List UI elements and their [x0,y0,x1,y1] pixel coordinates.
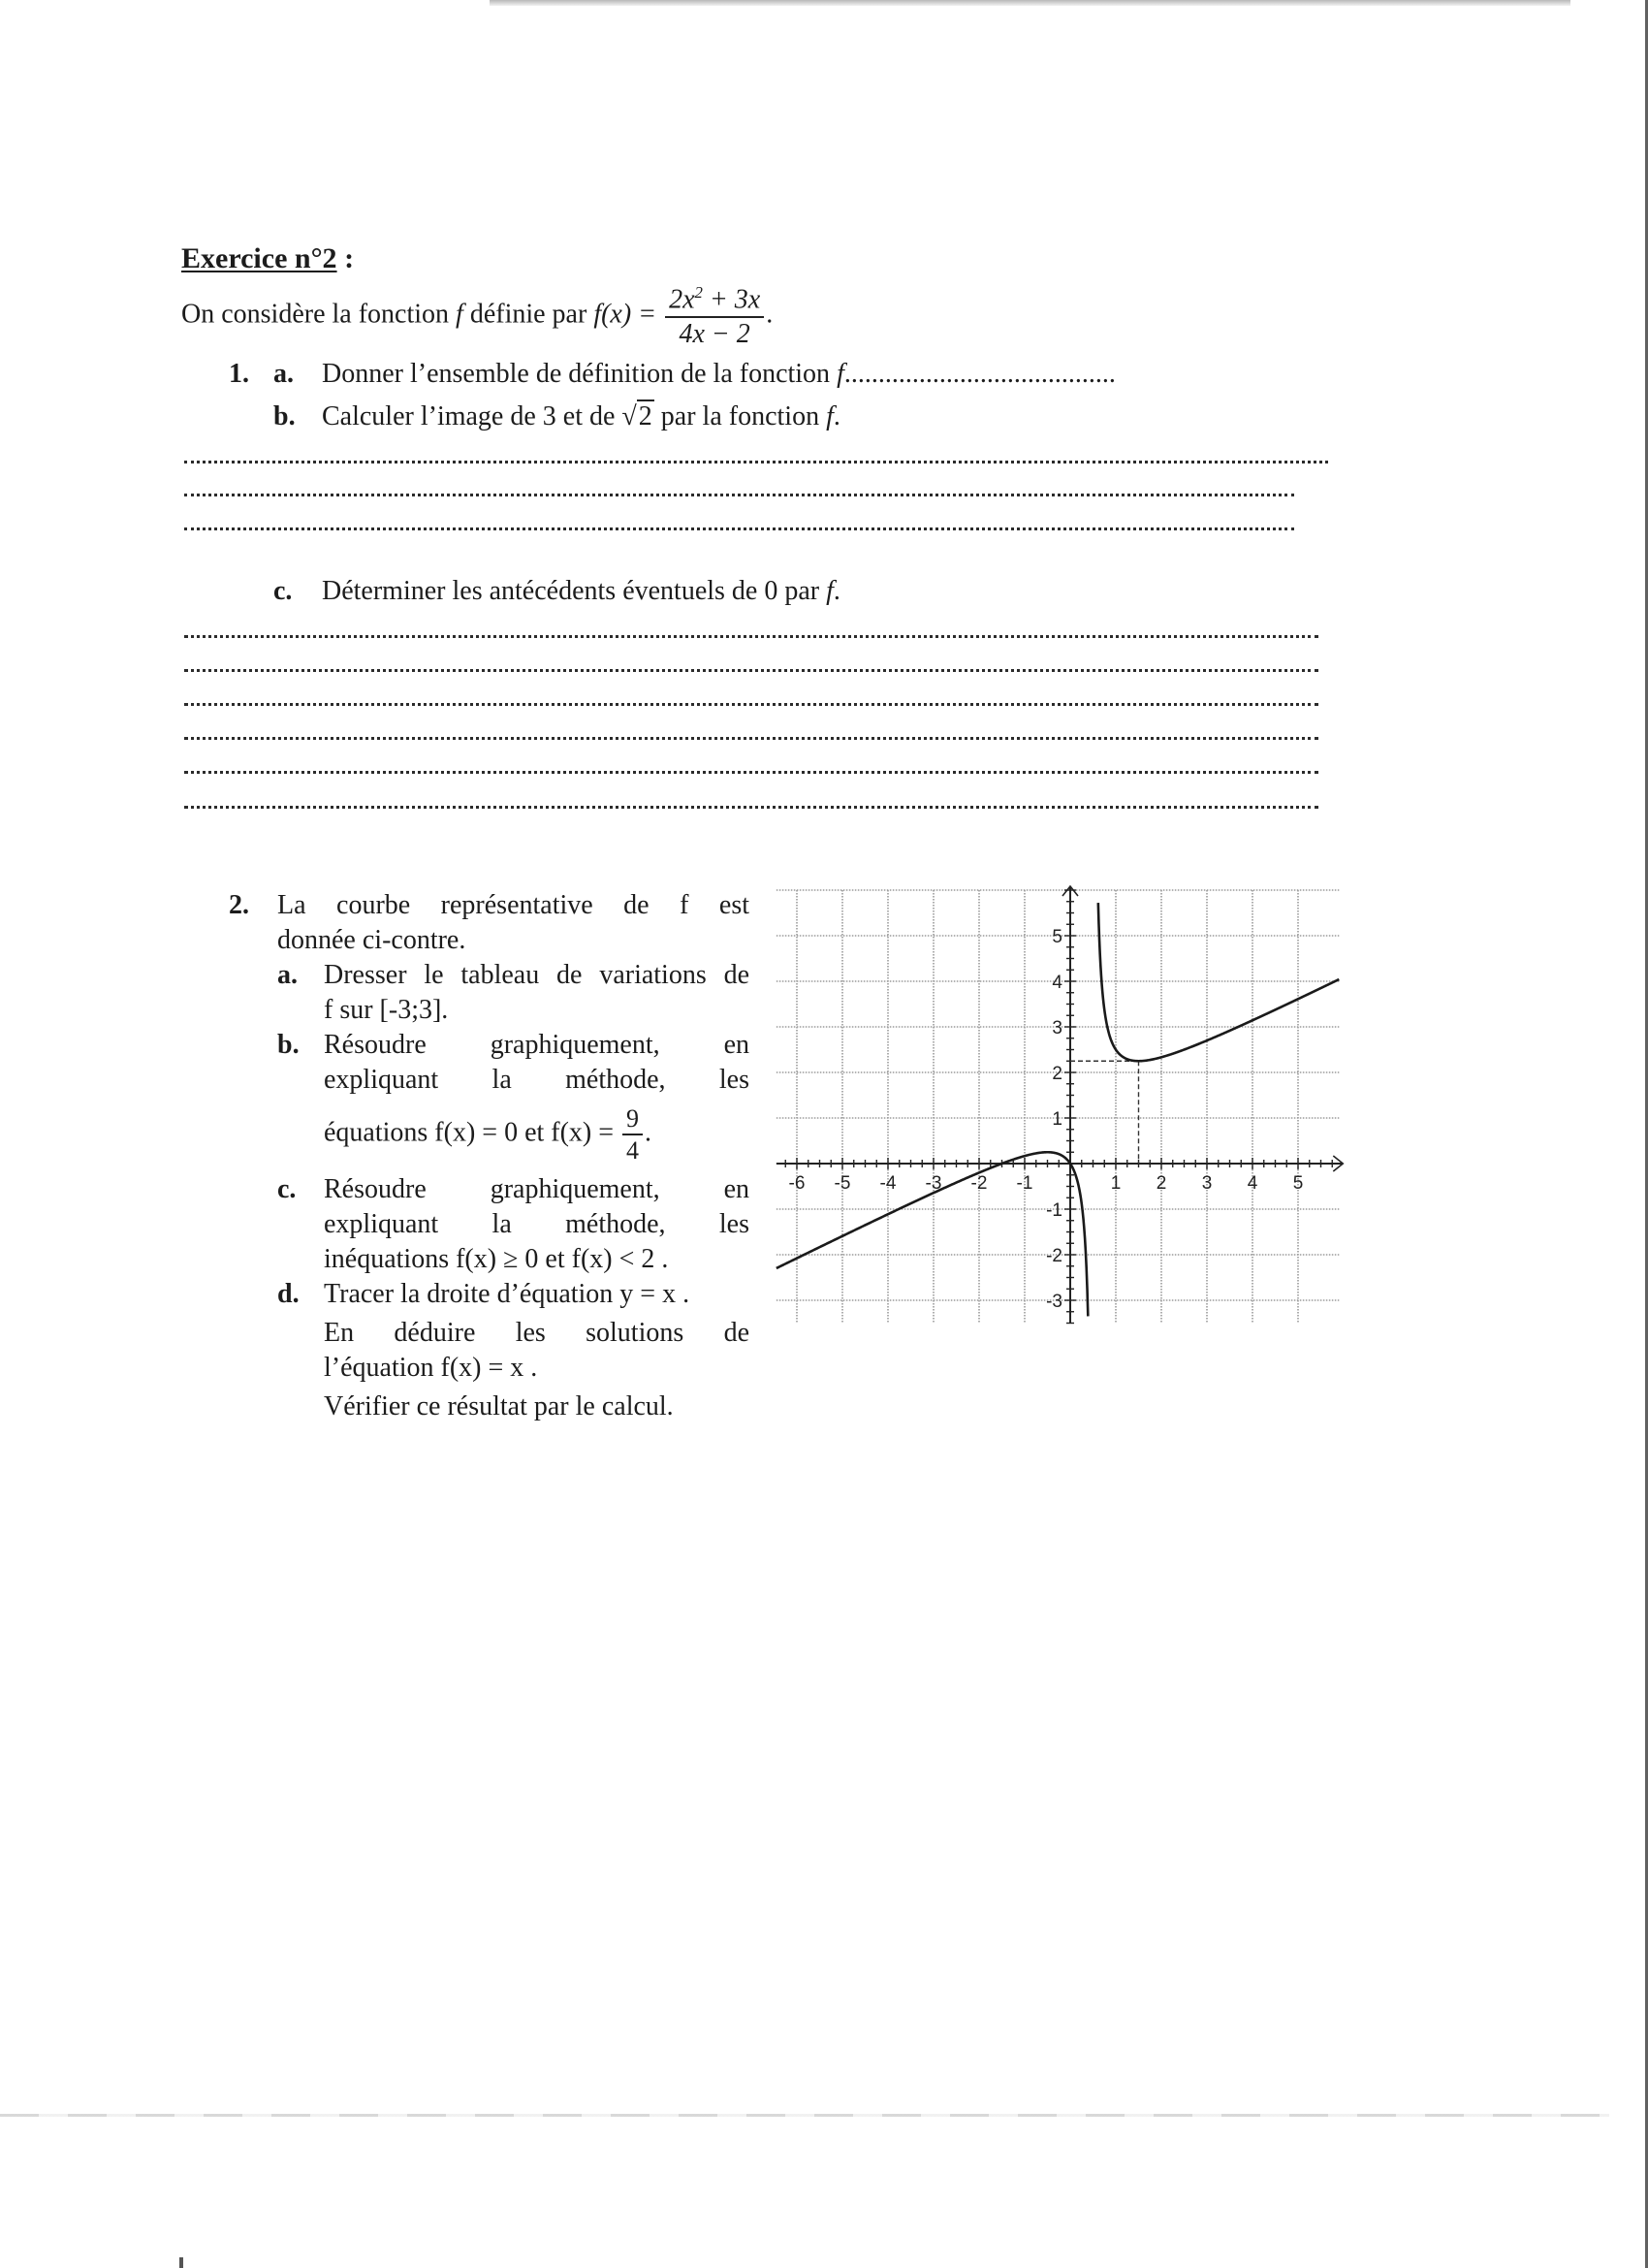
exercise-title [181,242,354,275]
intro-prefix: On considère la fonction [181,299,457,330]
x-tick-label: 1 [1110,1173,1122,1194]
y-tick-label: -1 [1046,1200,1062,1221]
part1-c-label: c. [273,576,293,606]
part1-b-text: Calculer l’image de 3 et de [322,401,622,431]
part1-b-end: . [833,401,840,431]
exercise-title-text: Exercice n°2 [181,242,337,274]
fraction-denominator: 4 [626,1136,640,1166]
sqrt-argument: 2 [638,401,652,431]
x-tick-label: -6 [788,1173,806,1194]
formula-lhs: f(x) = [593,299,664,330]
part1-number: 1. [229,359,249,389]
answer-line[interactable] [184,494,1294,496]
part2-a-line1: Dresser le tableau de variations de [324,960,749,990]
sqrt-symbol: √2 [621,401,652,431]
y-tick-label: -2 [1046,1246,1062,1266]
part1-b-label: b. [273,401,296,431]
formula-num-a: 2x [669,284,695,315]
part2-number: 2. [229,890,249,920]
intro-mid: définie par [462,299,594,330]
formula-fraction [665,284,764,348]
part2-c-line1: Résoudre graphiquement, en [324,1173,749,1204]
formula-numerator [665,284,764,318]
part2-block [229,888,749,1424]
x-tick-label: 5 [1292,1173,1304,1194]
part2-b-equations: équations f(x) = 0 et f(x) = [324,1117,621,1148]
part1-b-f: f [826,401,834,431]
x-tick-label: -5 [834,1173,851,1194]
formula-num-exp: 2 [694,283,703,302]
part1-b [273,401,840,432]
x-tick-label: -3 [925,1173,942,1194]
part2-intro-line1: La courbe représentative de f est [277,890,749,920]
y-tick-label: 3 [1052,1018,1062,1038]
part2-c [277,1172,749,1277]
part1-a-f: f [837,359,844,389]
part2-d-line2: En déduire les solutions de [324,1317,749,1348]
exercise-title-colon: : [336,242,355,274]
part2-d-line1: Tracer la droite d’équation y = x . [324,1278,690,1309]
part2-a-label: a. [277,960,298,990]
part2-d-label: d. [277,1278,300,1309]
part1-c-end: . [833,576,840,606]
y-tick-label: 1 [1052,1109,1062,1130]
part2-c-line3: inéquations f(x) ≥ 0 et f(x) < 2 . [324,1243,669,1274]
part1-a-label: a. [273,359,294,389]
answer-line[interactable] [184,461,1328,463]
formula-denominator: 4x − 2 [679,318,750,349]
part2-b-line2: expliquant la méthode, les [324,1065,749,1095]
part2-b-label: b. [277,1030,300,1060]
y-tick-label: -3 [1046,1292,1062,1312]
part2-intro-line2: donnée ci-contre. [277,925,466,955]
answer-line[interactable] [184,703,1318,706]
part2-b-line3 [324,1105,749,1165]
minimum-guides [1070,1061,1139,1164]
intro-f: f [456,299,463,330]
part2-a-line2: f sur [-3;3]. [324,995,449,1025]
answer-line[interactable] [184,527,1294,530]
part2-c-label: c. [277,1173,297,1204]
y-tick-label: 4 [1052,973,1062,993]
scan-artifact-mark [179,2257,183,2268]
part2-intro [229,888,749,958]
intro-line [181,284,773,348]
x-tick-label: 4 [1247,1173,1258,1194]
x-tick-label: -2 [970,1173,988,1194]
part1-c [273,576,840,607]
part2-d-line4: Vérifier ce résultat par le calcul. [324,1390,674,1421]
tick-labels [789,927,1304,1312]
answer-line[interactable] [184,806,1318,809]
fraction-numerator: 9 [622,1105,643,1135]
part1-a [229,359,1116,390]
x-tick-label: -4 [879,1173,897,1194]
part1-a-answer-dots[interactable]: ........................................ [843,359,1116,389]
x-tick-label: 3 [1201,1173,1213,1194]
part1-a-text: Donner l’ensemble de définition de la fonction [322,359,838,389]
formula-end: . [766,299,774,330]
part2-b-end: . [645,1117,652,1148]
scan-artifact-bottom [0,2114,1609,2117]
y-tick-label: 2 [1052,1064,1062,1084]
answer-line[interactable] [184,771,1318,774]
part1-b-text-post: par la fonction [653,401,827,431]
part2-c-line2: expliquant la méthode, les [324,1208,749,1239]
part1-c-text: Déterminer les antécédents éventuels de 0 par [322,576,827,606]
part1-c-f: f [826,576,834,606]
part2-b [277,1028,749,1165]
part2-b-line1: Résoudre graphiquement, en [324,1030,749,1060]
function-graph [771,878,1352,1343]
answer-line[interactable] [184,669,1318,672]
y-tick-label: 5 [1052,927,1062,947]
x-tick-label: 2 [1156,1173,1167,1194]
part2-a [277,958,749,1028]
fraction-9-4 [622,1105,643,1165]
scan-artifact-top [490,0,1570,6]
answer-line[interactable] [184,635,1318,638]
part2-d [277,1277,749,1424]
part2-d-line3: l’équation f(x) = x . [324,1352,538,1383]
formula-num-b: + 3x [702,284,761,315]
x-tick-label: -1 [1016,1173,1033,1194]
answer-line[interactable] [184,737,1318,740]
